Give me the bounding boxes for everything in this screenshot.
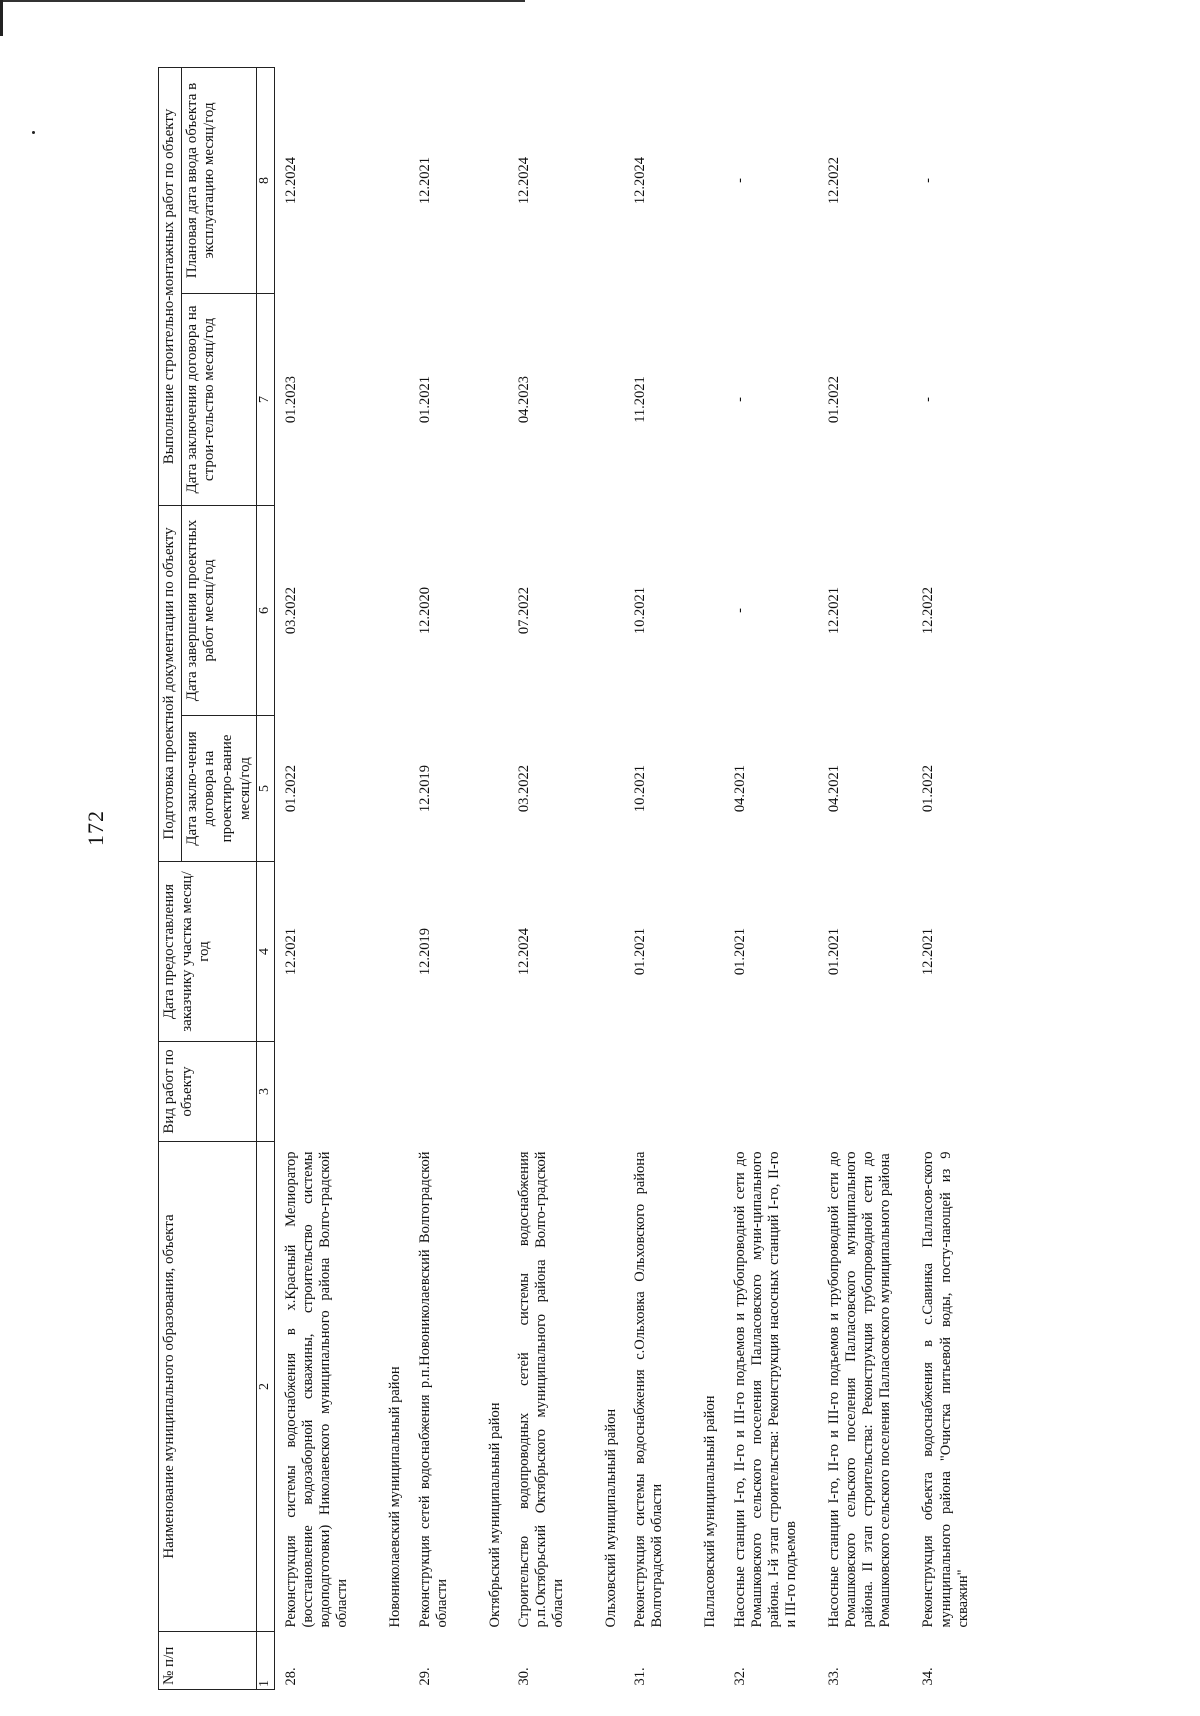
construction-contract-date: 04.2023: [515, 375, 532, 424]
district-row: [585, 68, 624, 1690]
object-name: Реконструкция сетей водоснабжения р.п.Новониколаевский Волгоградской области: [416, 1151, 450, 1628]
table-row: [274, 68, 369, 1690]
header-construction-group: Выполнение строительно-монтажных работ по объекту: [159, 68, 182, 506]
work-type: [409, 1042, 469, 1142]
design-contract-date: 03.2022: [515, 764, 532, 813]
work-type: [912, 1042, 989, 1142]
table-body: [274, 68, 989, 1690]
object-name: Строительство водопроводных сетей системы водоснабжения р.п.Октябрьский Октябрьского муниципального района Волго-градской области: [515, 1151, 567, 1628]
table-row: [724, 68, 818, 1690]
district-row: [369, 68, 408, 1690]
table-row: [818, 68, 912, 1690]
commissioning-date: 12.2024: [632, 156, 649, 205]
scan-speck: [32, 131, 35, 134]
column-number: 8: [257, 68, 275, 294]
work-type: [508, 1042, 585, 1142]
header-design-group: Подготовка проектной документации по объекту: [159, 506, 182, 862]
design-contract-date: 01.2022: [282, 764, 299, 813]
site-date: 01.2021: [731, 927, 748, 976]
design-finish-date: 12.2021: [826, 586, 843, 635]
design-finish-date: 10.2021: [632, 586, 649, 635]
table-header: [159, 68, 275, 1690]
header-construction-contract: Дата заключения договора на строи-тельство месяц/год: [181, 294, 257, 506]
district-name: Ольховский муниципальный район: [603, 1408, 620, 1628]
district-name: Палласовский муниципальный район: [702, 1395, 719, 1628]
design-finish-date: 12.2022: [920, 586, 937, 635]
table-row: [409, 68, 469, 1690]
site-date: 12.2021: [920, 927, 937, 976]
row-number: 33.: [826, 1667, 843, 1686]
site-date: 12.2021: [282, 927, 299, 976]
design-finish-date: 03.2022: [282, 586, 299, 635]
column-number: 4: [257, 862, 275, 1042]
design-finish-date: 12.2020: [416, 586, 433, 635]
district-spacer: [684, 1632, 723, 1690]
object-name: Насосные станции I-го, II-го и III-го подъемов и трубопроводной сети до Ромашковского сельского поселения Палласовского муниципального района. II этап строительства: Реконструкция трубопроводной сети до Ромашковского сельского поселения Палласовского муниципального района: [826, 1151, 894, 1628]
row-number: 28.: [282, 1667, 299, 1686]
design-contract-date: 04.2021: [826, 764, 843, 813]
column-number: 6: [257, 506, 275, 716]
header-commissioning: Плановая дата ввода объекта в эксплуатацию месяц/год: [181, 68, 257, 294]
header-design-contract: Дата заклю-чения договора на проектиро-вание месяц/год: [181, 716, 257, 862]
site-date: 01.2021: [826, 927, 843, 976]
district-name: Октябрьский муниципальный район: [486, 1402, 503, 1628]
work-type: [818, 1042, 912, 1142]
design-contract-date: 01.2022: [920, 764, 937, 813]
object-name: Насосные станции I-го, II-го и III-го подъемов и трубопроводной сети до Ромашковского сельского поселения Палласовского муни-ципального района. I-й этап строительства: Реконструкция насосных станций I-го, II-го и III-го подъемов: [731, 1151, 799, 1628]
design-finish-date: 07.2022: [515, 586, 532, 635]
construction-contract-date: -: [920, 397, 937, 402]
work-type: [724, 1042, 818, 1142]
construction-contract-date: 11.2021: [632, 376, 649, 423]
object-name: Реконструкция системы водоснабжения в х.Красный Мелиоратор (восстановление водозаборной скважины, строительство системы водоподготовки) Николаевского муниципального района Волго-градской области: [282, 1151, 351, 1628]
design-contract-date: 12.2019: [416, 764, 433, 813]
construction-contract-date: 01.2022: [826, 375, 843, 424]
column-number: 5: [257, 716, 275, 862]
construction-contract-date: 01.2021: [416, 375, 433, 424]
header-site-date: Дата предоставления заказчику участка месяц/год: [159, 862, 257, 1042]
column-number-row: [257, 68, 275, 1690]
commissioning-date: 12.2022: [826, 156, 843, 205]
column-number: 2: [257, 1142, 275, 1632]
commissioning-date: 12.2024: [515, 156, 532, 205]
construction-contract-date: -: [731, 397, 748, 402]
object-name: Реконструкция объекта водоснабжения в с.Савинка Палласов-ского муниципального района "Очистка питьевой воды, посту-пающей из 9 скважин": [920, 1151, 971, 1628]
commissioning-date: -: [920, 178, 937, 183]
district-name: Новониколаевский муниципальный район: [387, 1366, 404, 1628]
row-number: 32.: [731, 1667, 748, 1686]
commissioning-date: 12.2021: [416, 156, 433, 205]
district-row: [684, 68, 723, 1690]
design-finish-date: -: [731, 608, 748, 613]
district-spacer: [585, 1632, 624, 1690]
work-type: [274, 1042, 369, 1142]
rotated-page-content: [158, 68, 1163, 1690]
header-number: № п/п: [159, 1632, 257, 1690]
construction-contract-date: 01.2023: [282, 375, 299, 424]
commissioning-date: -: [731, 178, 748, 183]
row-number: 29.: [416, 1667, 433, 1686]
objects-schedule-table: [158, 67, 990, 1690]
scan-edge-top: [0, 0, 525, 2]
table-row: [508, 68, 585, 1690]
row-number: 30.: [515, 1667, 532, 1686]
column-number: 1: [257, 1632, 275, 1690]
row-number: 31.: [632, 1667, 649, 1686]
row-number: 34.: [920, 1667, 937, 1686]
commissioning-date: 12.2024: [282, 156, 299, 205]
design-contract-date: 10.2021: [632, 764, 649, 813]
column-number: 3: [257, 1042, 275, 1142]
header-name: Наименование муниципального образования, объекта: [159, 1142, 257, 1632]
column-number: 7: [257, 294, 275, 506]
site-date: 01.2021: [632, 927, 649, 976]
site-date: 12.2024: [515, 927, 532, 976]
design-contract-date: 04.2021: [731, 764, 748, 813]
site-date: 12.2019: [416, 927, 433, 976]
table-row: [624, 68, 684, 1690]
scan-edge-left: [0, 0, 3, 36]
object-name: Реконструкция системы водоснабжения с.Ольховка Ольховского района Волгоградской области: [632, 1151, 666, 1628]
table-row: [912, 68, 989, 1690]
district-spacer: [469, 1632, 508, 1690]
district-spacer: [369, 1632, 408, 1690]
work-type: [624, 1042, 684, 1142]
header-work-type: Вид работ по объекту: [159, 1042, 257, 1142]
page-number: 172: [83, 810, 108, 846]
district-row: [469, 68, 508, 1690]
header-design-finish: Дата завершения проектных работ месяц/год: [181, 506, 257, 716]
